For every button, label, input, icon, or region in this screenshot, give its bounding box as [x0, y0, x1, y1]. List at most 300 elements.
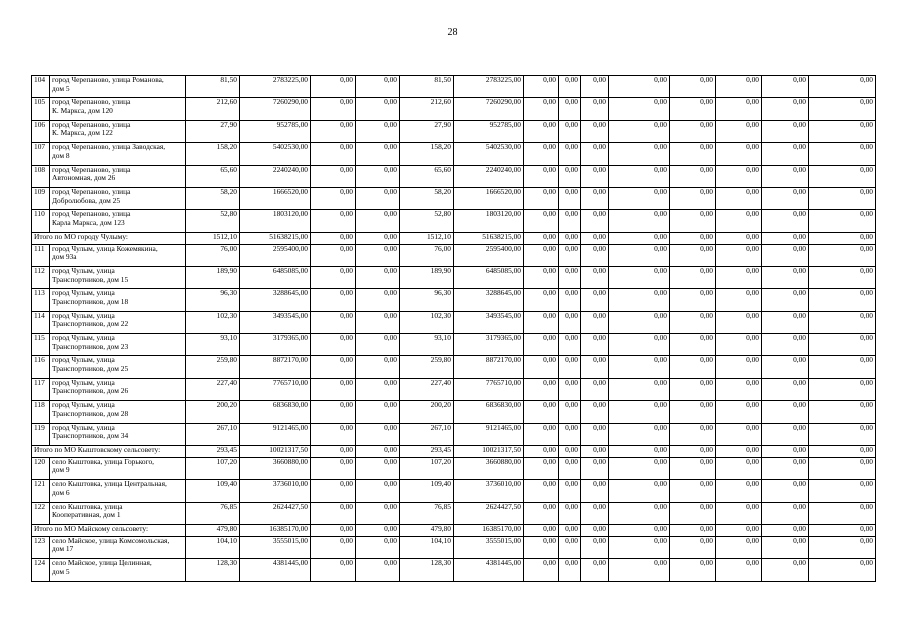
value-cell: 0,00 [670, 536, 716, 558]
value-cell: 0,00 [581, 244, 609, 266]
value-cell: 0,00 [762, 378, 809, 400]
value-cell: 0,00 [609, 120, 670, 142]
value-cell: 0,00 [762, 423, 809, 445]
value-cell: 0,00 [809, 446, 876, 458]
value-cell: 293,45 [400, 446, 454, 458]
value-cell: 0,00 [356, 289, 400, 311]
table-row [32, 143, 876, 165]
address-line: город Черепаново, улица [52, 165, 131, 174]
value-cell: 0,00 [609, 266, 670, 288]
value-cell: 158,20 [186, 143, 240, 165]
value-cell: 27,90 [400, 120, 454, 142]
value-cell: 1803120,00 [240, 210, 311, 232]
value-cell: 0,00 [716, 165, 762, 187]
value-cell: 0,00 [356, 143, 400, 165]
value-cell: 267,10 [186, 423, 240, 445]
value-cell: 0,00 [762, 244, 809, 266]
value-cell: 0,00 [809, 356, 876, 378]
value-cell: 0,00 [524, 165, 559, 187]
value-cell: 0,00 [581, 480, 609, 502]
address-cell [50, 210, 186, 232]
address-cell [50, 143, 186, 165]
value-cell: 0,00 [311, 356, 356, 378]
value-cell: 0,00 [524, 536, 559, 558]
table-row [32, 536, 876, 558]
value-cell: 0,00 [559, 210, 581, 232]
value-cell: 0,00 [581, 266, 609, 288]
table-row [32, 378, 876, 400]
value-cell: 0,00 [762, 334, 809, 356]
value-cell: 0,00 [670, 187, 716, 209]
address-cell [50, 356, 186, 378]
value-cell: 0,00 [559, 480, 581, 502]
value-cell: 0,00 [716, 143, 762, 165]
address-line: Добролюбова, дом 25 [52, 195, 121, 205]
value-cell: 109,40 [400, 480, 454, 502]
value-cell: 0,00 [311, 120, 356, 142]
value-cell: 58,20 [400, 187, 454, 209]
value-cell: 212,60 [186, 98, 240, 120]
value-cell: 0,00 [609, 446, 670, 458]
value-cell: 102,30 [400, 311, 454, 333]
value-cell: 200,20 [186, 401, 240, 423]
value-cell: 0,00 [524, 187, 559, 209]
value-cell: 1803120,00 [454, 210, 524, 232]
value-cell: 0,00 [609, 525, 670, 537]
value-cell: 0,00 [609, 143, 670, 165]
value-cell: 0,00 [809, 401, 876, 423]
address-cell [50, 378, 186, 400]
value-cell: 0,00 [716, 210, 762, 232]
value-cell: 104,10 [186, 536, 240, 558]
value-cell: 0,00 [581, 502, 609, 524]
address-line: Транспортников, дом 34 [52, 431, 129, 441]
value-cell: 0,00 [716, 559, 762, 581]
address-cell [50, 480, 186, 502]
value-cell: 0,00 [356, 356, 400, 378]
value-cell: 0,00 [762, 187, 809, 209]
row-number: 116 [32, 356, 50, 378]
value-cell: 51638215,00 [240, 232, 311, 244]
value-cell: 0,00 [716, 378, 762, 400]
value-cell: 0,00 [609, 334, 670, 356]
value-cell: 0,00 [581, 76, 609, 98]
value-cell: 0,00 [311, 187, 356, 209]
address-cell [50, 457, 186, 479]
value-cell: 0,00 [609, 210, 670, 232]
table-row [32, 266, 876, 288]
value-cell: 9121465,00 [240, 423, 311, 445]
value-cell: 0,00 [311, 559, 356, 581]
address-line: Транспортников, дом 18 [52, 296, 129, 306]
value-cell: 52,80 [186, 210, 240, 232]
address-cell [50, 311, 186, 333]
value-cell: 3179365,00 [240, 334, 311, 356]
table-row [32, 244, 876, 266]
value-cell: 0,00 [762, 98, 809, 120]
address-line: дом 5 [52, 83, 70, 93]
value-cell: 0,00 [559, 165, 581, 187]
value-cell: 0,00 [609, 378, 670, 400]
value-cell: 0,00 [356, 457, 400, 479]
value-cell: 10021317,50 [454, 446, 524, 458]
value-cell: 0,00 [524, 232, 559, 244]
value-cell: 5402530,00 [454, 143, 524, 165]
table-body [32, 76, 876, 582]
value-cell: 3555015,00 [240, 536, 311, 558]
value-cell: 0,00 [559, 502, 581, 524]
address-line: село Кыштовка, улица [52, 502, 123, 511]
value-cell: 0,00 [559, 559, 581, 581]
table-row [32, 120, 876, 142]
table-row [32, 210, 876, 232]
address-cell [50, 266, 186, 288]
value-cell: 0,00 [670, 525, 716, 537]
total-row [32, 232, 876, 244]
address-line: город Черепаново, улица Романова, [52, 75, 164, 84]
value-cell: 0,00 [609, 502, 670, 524]
address-line: город Чулым, улица [52, 378, 115, 387]
value-cell: 0,00 [524, 525, 559, 537]
address-line: дом 93а [52, 252, 77, 262]
value-cell: 0,00 [311, 423, 356, 445]
value-cell: 76,00 [400, 244, 454, 266]
value-cell: 0,00 [356, 480, 400, 502]
value-cell: 0,00 [716, 244, 762, 266]
value-cell: 479,80 [400, 525, 454, 537]
value-cell: 107,20 [186, 457, 240, 479]
value-cell: 0,00 [559, 446, 581, 458]
value-cell: 96,30 [400, 289, 454, 311]
value-cell: 0,00 [581, 536, 609, 558]
table-row [32, 334, 876, 356]
value-cell: 0,00 [716, 536, 762, 558]
value-cell: 0,00 [809, 244, 876, 266]
value-cell: 0,00 [609, 76, 670, 98]
value-cell: 0,00 [809, 334, 876, 356]
total-row [32, 446, 876, 458]
value-cell: 8872170,00 [454, 356, 524, 378]
value-cell: 0,00 [670, 559, 716, 581]
value-cell: 81,50 [400, 76, 454, 98]
total-row [32, 525, 876, 537]
address-line: Транспортников, дом 28 [52, 408, 129, 418]
address-line: город Чулым, улица [52, 333, 115, 343]
value-cell: 0,00 [762, 311, 809, 333]
row-number: 107 [32, 143, 50, 165]
address-line: Транспортников, дом 15 [52, 274, 129, 284]
value-cell: 0,00 [762, 446, 809, 458]
row-number: 106 [32, 120, 50, 142]
value-cell: 0,00 [524, 423, 559, 445]
value-cell: 0,00 [559, 76, 581, 98]
value-cell: 0,00 [581, 457, 609, 479]
value-cell: 0,00 [559, 525, 581, 537]
address-line: К. Маркса, дом 122 [52, 128, 113, 138]
value-cell: 76,00 [186, 244, 240, 266]
value-cell: 0,00 [311, 311, 356, 333]
value-cell: 0,00 [581, 165, 609, 187]
value-cell: 0,00 [559, 187, 581, 209]
value-cell: 1666520,00 [240, 187, 311, 209]
value-cell: 0,00 [311, 401, 356, 423]
value-cell: 1512,10 [400, 232, 454, 244]
value-cell: 0,00 [581, 525, 609, 537]
value-cell: 0,00 [356, 120, 400, 142]
value-cell: 0,00 [356, 536, 400, 558]
value-cell: 0,00 [559, 143, 581, 165]
address-line: город Черепаново, улица [52, 97, 131, 107]
value-cell: 2783225,00 [454, 76, 524, 98]
value-cell: 76,85 [400, 502, 454, 524]
value-cell: 0,00 [670, 457, 716, 479]
address-line: Транспортников, дом 23 [52, 341, 129, 351]
table-row [32, 502, 876, 524]
value-cell: 0,00 [809, 165, 876, 187]
value-cell: 0,00 [609, 187, 670, 209]
address-line: город Чулым, улица [52, 400, 115, 410]
address-cell [50, 98, 186, 120]
value-cell: 0,00 [524, 356, 559, 378]
value-cell: 0,00 [311, 143, 356, 165]
value-cell: 0,00 [356, 334, 400, 356]
value-cell: 0,00 [609, 165, 670, 187]
value-cell: 0,00 [356, 446, 400, 458]
value-cell: 8872170,00 [240, 356, 311, 378]
row-number: 113 [32, 289, 50, 311]
value-cell: 0,00 [311, 98, 356, 120]
value-cell: 0,00 [356, 232, 400, 244]
value-cell: 0,00 [762, 232, 809, 244]
address-cell [50, 423, 186, 445]
address-line: город Чулым, улица Кожемякина, [52, 244, 158, 253]
value-cell: 27,90 [186, 120, 240, 142]
value-cell: 0,00 [524, 559, 559, 581]
value-cell: 0,00 [716, 76, 762, 98]
value-cell: 0,00 [356, 76, 400, 98]
value-cell: 109,40 [186, 480, 240, 502]
value-cell: 0,00 [670, 232, 716, 244]
value-cell: 0,00 [311, 502, 356, 524]
value-cell: 3179365,00 [454, 334, 524, 356]
value-cell: 0,00 [356, 423, 400, 445]
value-cell: 0,00 [809, 536, 876, 558]
value-cell: 2783225,00 [240, 76, 311, 98]
value-cell: 0,00 [809, 266, 876, 288]
value-cell: 93,10 [186, 334, 240, 356]
value-cell: 0,00 [670, 120, 716, 142]
value-cell: 3288645,00 [240, 289, 311, 311]
value-cell: 0,00 [809, 143, 876, 165]
value-cell: 0,00 [670, 423, 716, 445]
value-cell: 0,00 [311, 480, 356, 502]
value-cell: 4381445,00 [240, 559, 311, 581]
value-cell: 0,00 [524, 210, 559, 232]
value-cell: 0,00 [581, 210, 609, 232]
value-cell: 0,00 [356, 401, 400, 423]
table-row [32, 165, 876, 187]
value-cell: 0,00 [524, 120, 559, 142]
value-cell: 0,00 [809, 423, 876, 445]
value-cell: 0,00 [524, 480, 559, 502]
value-cell: 0,00 [762, 536, 809, 558]
value-cell: 0,00 [809, 289, 876, 311]
value-cell: 0,00 [716, 423, 762, 445]
value-cell: 0,00 [609, 356, 670, 378]
row-number: 114 [32, 311, 50, 333]
value-cell: 3493545,00 [454, 311, 524, 333]
value-cell: 0,00 [559, 244, 581, 266]
address-cell [50, 187, 186, 209]
value-cell: 0,00 [581, 311, 609, 333]
value-cell: 0,00 [716, 266, 762, 288]
address-cell [50, 244, 186, 266]
value-cell: 0,00 [311, 289, 356, 311]
value-cell: 0,00 [356, 502, 400, 524]
value-cell: 0,00 [670, 98, 716, 120]
value-cell: 0,00 [524, 502, 559, 524]
value-cell: 0,00 [559, 457, 581, 479]
value-cell: 0,00 [670, 480, 716, 502]
value-cell: 0,00 [670, 356, 716, 378]
value-cell: 0,00 [581, 143, 609, 165]
value-cell: 9121465,00 [454, 423, 524, 445]
address-line: село Майское, улица Целинная, [52, 558, 152, 568]
value-cell: 0,00 [581, 559, 609, 581]
value-cell: 128,30 [400, 559, 454, 581]
value-cell: 0,00 [311, 266, 356, 288]
value-cell: 0,00 [609, 401, 670, 423]
value-cell: 0,00 [559, 423, 581, 445]
address-line: село Кыштовка, улица Горького, [52, 457, 155, 466]
address-cell [50, 559, 186, 581]
value-cell: 16385170,00 [454, 525, 524, 537]
value-cell: 7260290,00 [240, 98, 311, 120]
value-cell: 0,00 [670, 378, 716, 400]
value-cell: 0,00 [809, 120, 876, 142]
value-cell: 0,00 [762, 120, 809, 142]
table-row [32, 98, 876, 120]
value-cell: 3736010,00 [454, 480, 524, 502]
value-cell: 0,00 [809, 232, 876, 244]
value-cell: 0,00 [670, 165, 716, 187]
value-cell: 104,10 [400, 536, 454, 558]
value-cell: 0,00 [524, 98, 559, 120]
value-cell: 0,00 [609, 311, 670, 333]
value-cell: 0,00 [559, 266, 581, 288]
table-row [32, 401, 876, 423]
value-cell: 189,90 [400, 266, 454, 288]
row-number: 104 [32, 76, 50, 98]
value-cell: 0,00 [609, 457, 670, 479]
address-line: село Майское, улица Комсомольская, [52, 536, 170, 545]
address-line: дом 17 [52, 544, 74, 554]
row-number: 115 [32, 334, 50, 356]
value-cell: 189,90 [186, 266, 240, 288]
value-cell: 3555015,00 [454, 536, 524, 558]
value-cell: 0,00 [670, 143, 716, 165]
value-cell: 0,00 [581, 187, 609, 209]
value-cell: 0,00 [809, 76, 876, 98]
row-number: 111 [32, 244, 50, 266]
value-cell: 4381445,00 [454, 559, 524, 581]
value-cell: 0,00 [670, 210, 716, 232]
value-cell: 0,00 [559, 98, 581, 120]
value-cell: 5402530,00 [240, 143, 311, 165]
address-line: город Черепаново, улица [52, 120, 131, 129]
value-cell: 0,00 [670, 311, 716, 333]
value-cell: 107,20 [400, 457, 454, 479]
value-cell: 0,00 [809, 187, 876, 209]
value-cell: 0,00 [762, 457, 809, 479]
address-line: город Черепаново, улица Заводская, [52, 142, 166, 152]
value-cell: 0,00 [581, 334, 609, 356]
address-line: Карла Маркса, дом 123 [52, 217, 125, 227]
value-cell: 0,00 [762, 266, 809, 288]
value-cell: 0,00 [581, 423, 609, 445]
value-cell: 227,40 [400, 378, 454, 400]
value-cell: 0,00 [356, 525, 400, 537]
value-cell: 0,00 [762, 525, 809, 537]
value-cell: 65,60 [400, 165, 454, 187]
table-row [32, 311, 876, 333]
value-cell: 259,80 [400, 356, 454, 378]
value-cell: 128,30 [186, 559, 240, 581]
value-cell: 0,00 [609, 423, 670, 445]
value-cell: 0,00 [809, 480, 876, 502]
value-cell: 0,00 [311, 457, 356, 479]
address-line: Транспортников, дом 22 [52, 319, 129, 329]
value-cell: 479,80 [186, 525, 240, 537]
value-cell: 0,00 [524, 311, 559, 333]
value-cell: 293,45 [186, 446, 240, 458]
value-cell: 0,00 [311, 334, 356, 356]
address-cell [50, 120, 186, 142]
value-cell: 0,00 [311, 244, 356, 266]
value-cell: 0,00 [716, 120, 762, 142]
value-cell: 0,00 [559, 232, 581, 244]
value-cell: 81,50 [186, 76, 240, 98]
address-line: город Чулым, улица [52, 266, 115, 275]
table-row [32, 187, 876, 209]
value-cell: 0,00 [762, 502, 809, 524]
value-cell: 7765710,00 [240, 378, 311, 400]
row-number: 121 [32, 480, 50, 502]
value-cell: 267,10 [400, 423, 454, 445]
value-cell: 0,00 [609, 559, 670, 581]
address-line: Транспортников, дом 26 [52, 386, 129, 396]
value-cell: 0,00 [356, 244, 400, 266]
address-line: город Чулым, улица [52, 355, 115, 365]
address-line: город Чулым, улица [52, 311, 115, 320]
value-cell: 93,10 [400, 334, 454, 356]
value-cell: 0,00 [311, 446, 356, 458]
value-cell: 0,00 [762, 480, 809, 502]
value-cell: 259,80 [186, 356, 240, 378]
value-cell: 0,00 [356, 187, 400, 209]
address-cell [50, 502, 186, 524]
address-line: Кооперативная, дом 1 [52, 510, 121, 520]
value-cell: 1512,10 [186, 232, 240, 244]
value-cell: 0,00 [356, 311, 400, 333]
row-number: 119 [32, 423, 50, 445]
value-cell: 0,00 [716, 480, 762, 502]
value-cell: 2624427,50 [240, 502, 311, 524]
address-line: Автономная, дом 26 [52, 173, 116, 183]
value-cell: 0,00 [762, 165, 809, 187]
value-cell: 0,00 [809, 502, 876, 524]
address-line: дом 8 [52, 150, 70, 160]
